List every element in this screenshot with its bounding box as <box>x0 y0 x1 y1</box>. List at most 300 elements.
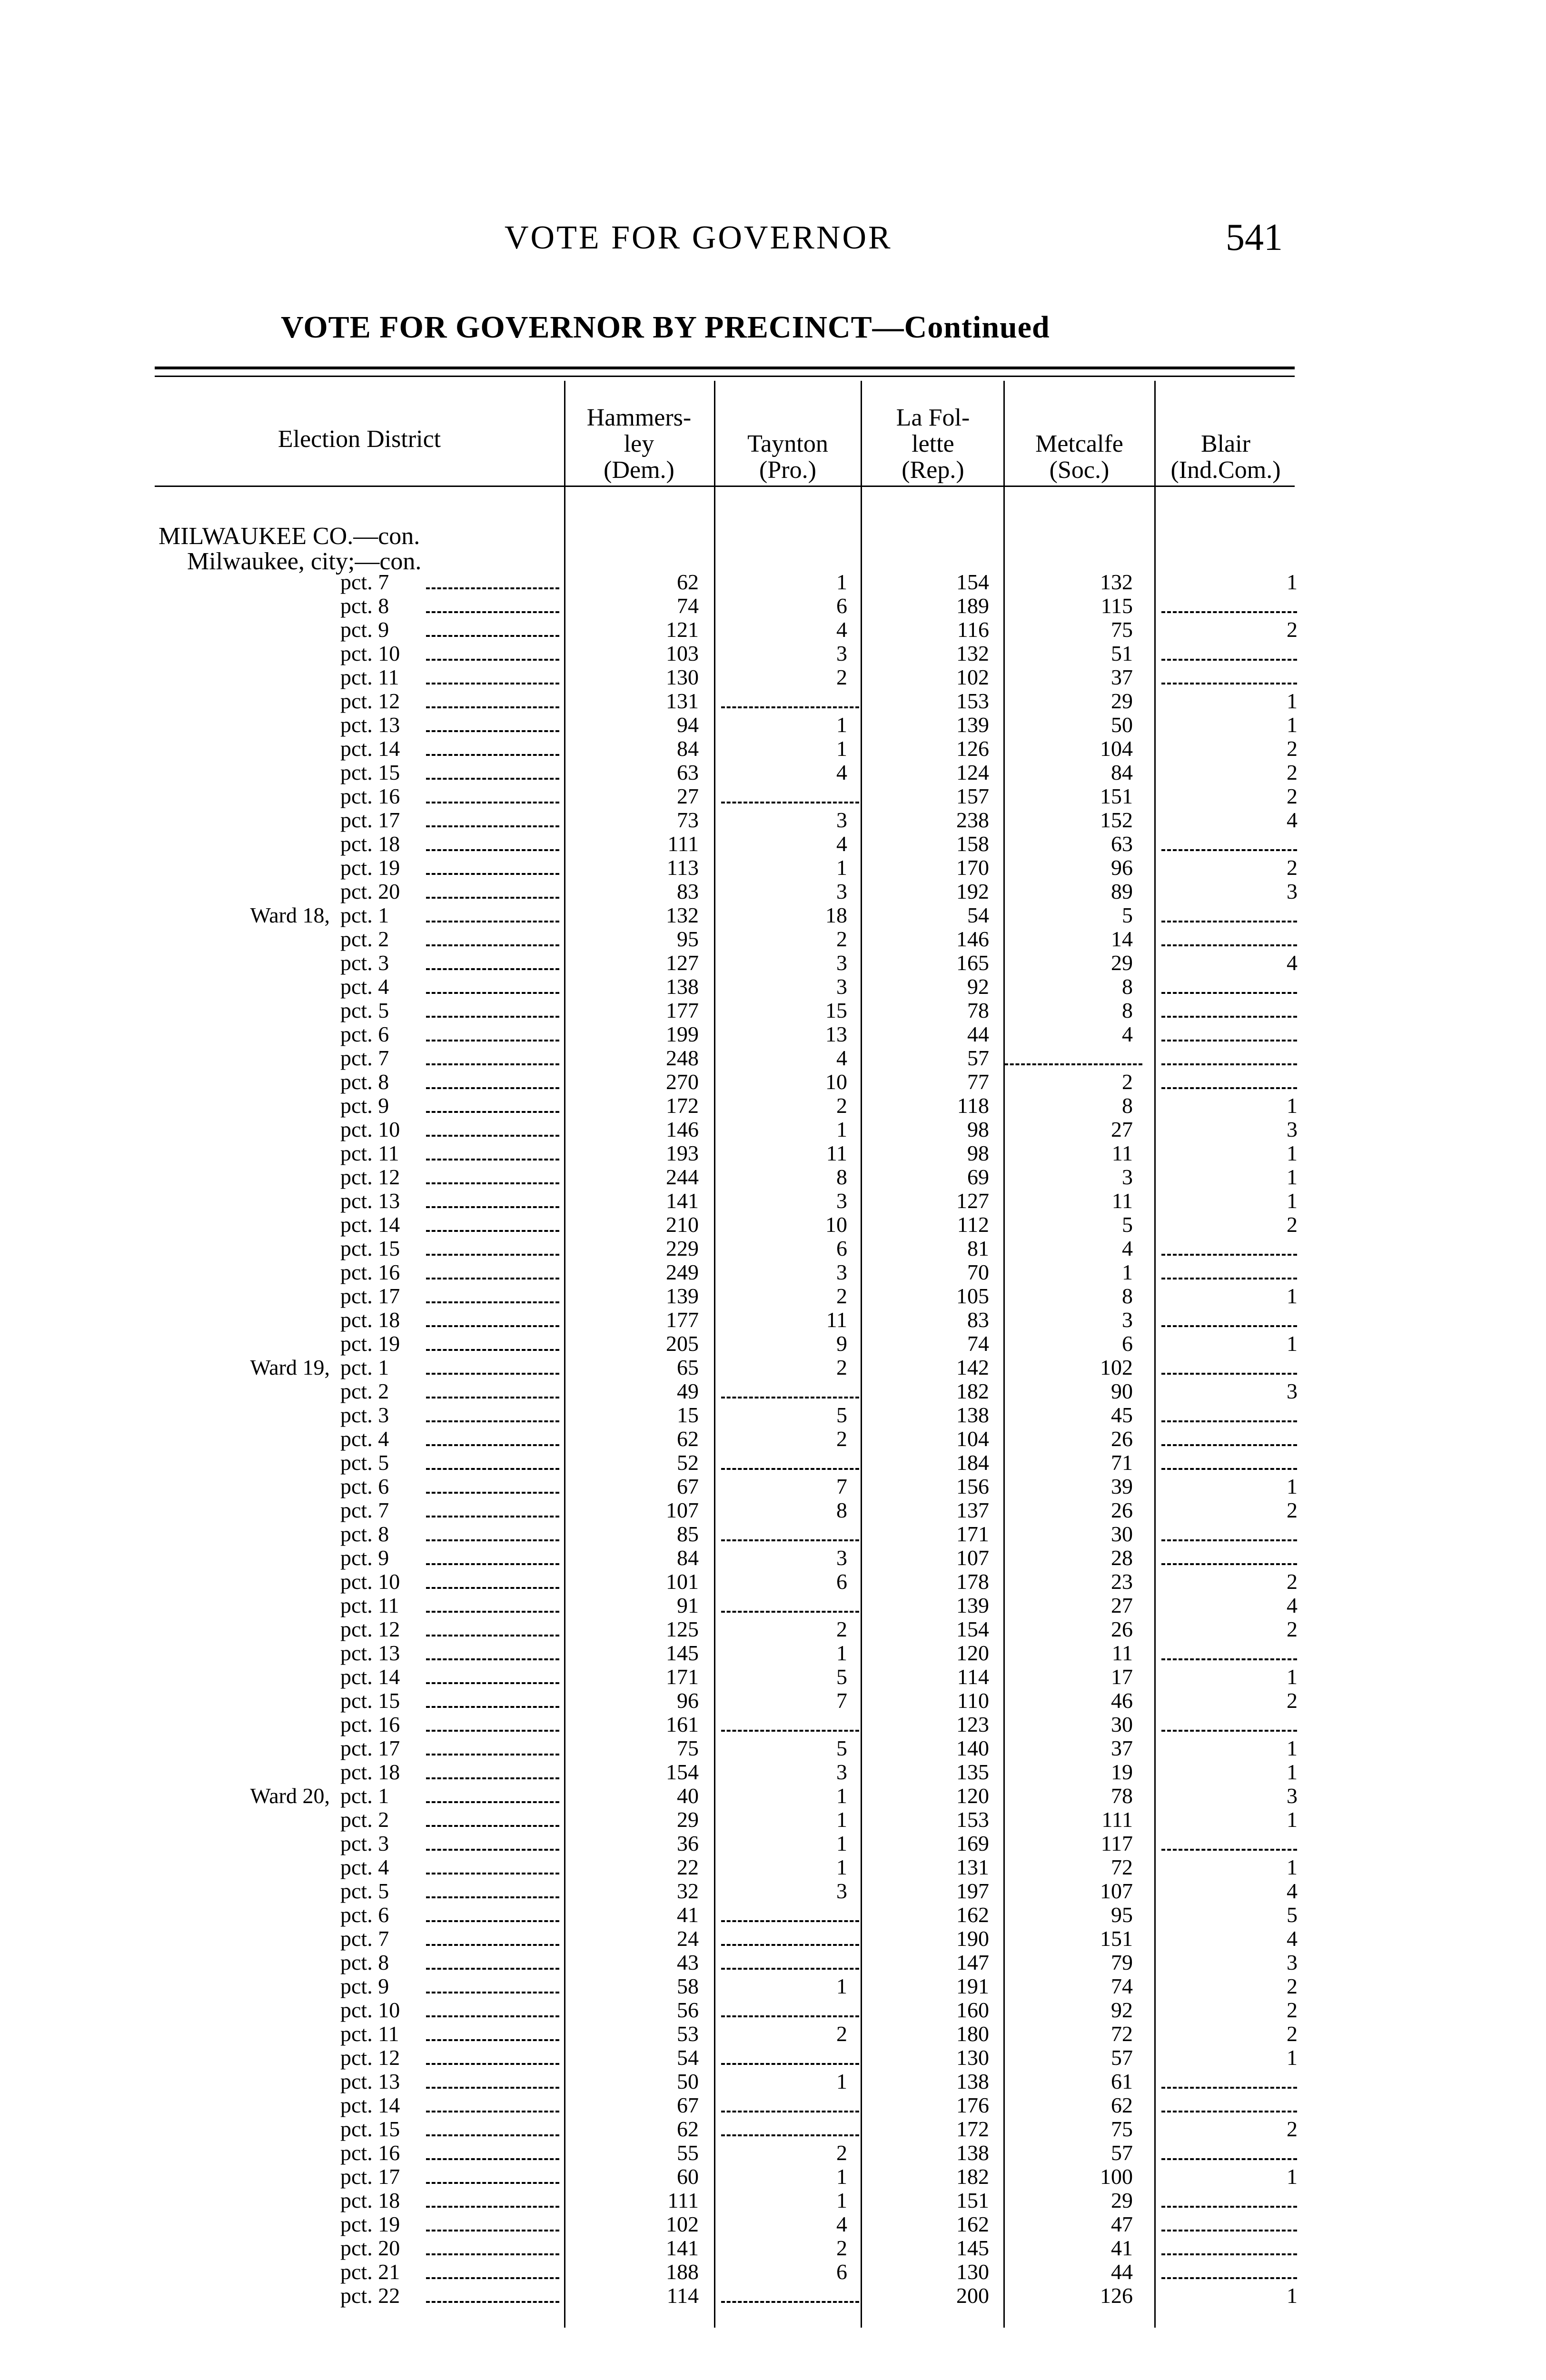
table-row <box>0 2046 1546 2070</box>
dot-leader <box>426 1920 559 1922</box>
taynton-votes: 2 <box>836 665 847 689</box>
dot-leader <box>426 1849 559 1851</box>
hammersley-votes: 130 <box>666 665 699 689</box>
lafollette-votes: 137 <box>956 1498 989 1522</box>
metcalfe-votes: 92 <box>1111 1998 1133 2022</box>
taynton-votes: 2 <box>836 1427 847 1451</box>
blank-dash <box>1161 1087 1297 1089</box>
header-hammersley-line2: ley <box>624 430 654 457</box>
blair-votes: 2 <box>1287 760 1298 784</box>
blair-votes: 1 <box>1287 1141 1298 1165</box>
precinct-label: pct. 3 <box>340 1403 389 1427</box>
precinct-label: pct. 6 <box>340 1474 389 1498</box>
metcalfe-votes: 11 <box>1111 1641 1133 1665</box>
precinct-label: pct. 18 <box>340 1760 400 1784</box>
hammersley-votes: 139 <box>666 1284 699 1308</box>
precinct-label: pct. 14 <box>340 1665 400 1689</box>
dot-leader <box>426 1135 559 1137</box>
taynton-votes: 1 <box>836 1641 847 1665</box>
blank-dash <box>1161 683 1297 684</box>
precinct-label: pct. 11 <box>340 665 399 689</box>
blank-dash <box>1161 611 1297 613</box>
blair-votes: 1 <box>1287 1284 1298 1308</box>
hammersley-votes: 85 <box>677 1522 699 1546</box>
hammersley-votes: 244 <box>666 1165 699 1189</box>
dot-leader <box>426 2015 559 2017</box>
hammersley-votes: 67 <box>677 2093 699 2117</box>
taynton-votes: 1 <box>836 570 847 594</box>
precinct-label: pct. 20 <box>340 879 400 903</box>
dot-leader <box>426 1706 559 1708</box>
hammersley-votes: 24 <box>677 1926 699 1951</box>
dot-leader <box>426 2063 559 2065</box>
blair-votes: 2 <box>1287 1998 1298 2022</box>
table-row <box>0 1237 1546 1260</box>
blank-dash <box>1161 2206 1297 2208</box>
metcalfe-votes: 27 <box>1111 1117 1133 1141</box>
dot-leader <box>426 1325 559 1327</box>
taynton-votes: 6 <box>836 1236 847 1260</box>
table-row <box>0 927 1546 951</box>
dot-leader <box>426 1182 559 1184</box>
hammersley-votes: 132 <box>666 903 699 927</box>
blair-votes: 1 <box>1287 1736 1298 1760</box>
lafollette-votes: 105 <box>956 1284 989 1308</box>
blair-votes: 1 <box>1287 2045 1298 2070</box>
dot-leader <box>426 2134 559 2136</box>
metcalfe-votes: 5 <box>1122 903 1133 927</box>
dot-leader <box>426 2230 559 2231</box>
hammersley-votes: 127 <box>666 951 699 975</box>
blank-dash <box>721 1730 859 1732</box>
lafollette-votes: 172 <box>956 2117 989 2141</box>
hammersley-votes: 199 <box>666 1022 699 1046</box>
dot-leader <box>426 1159 559 1160</box>
taynton-votes: 10 <box>825 1212 847 1237</box>
lafollette-votes: 138 <box>956 2141 989 2165</box>
hammersley-votes: 75 <box>677 1736 699 1760</box>
lafollette-votes: 184 <box>956 1450 989 1475</box>
table-row <box>0 856 1546 880</box>
precinct-label: pct. 15 <box>340 1688 400 1713</box>
hammersley-votes: 141 <box>666 2236 699 2260</box>
lafollette-votes: 78 <box>967 998 989 1022</box>
precinct-label: pct. 2 <box>340 927 389 951</box>
dot-leader <box>426 659 559 661</box>
table-row <box>0 1713 1546 1736</box>
dot-leader <box>426 1944 559 1946</box>
ward-label: Ward 19, <box>250 1355 330 1379</box>
blair-votes: 1 <box>1287 2283 1298 2308</box>
precinct-label: pct. 17 <box>340 2164 400 2189</box>
blair-votes: 2 <box>1287 617 1298 642</box>
metcalfe-votes: 11 <box>1111 1189 1133 1213</box>
taynton-votes: 1 <box>836 1974 847 1998</box>
hammersley-votes: 73 <box>677 808 699 832</box>
table-row <box>0 1498 1546 1522</box>
hammersley-votes: 270 <box>666 1070 699 1094</box>
lafollette-votes: 70 <box>967 1260 989 1284</box>
dot-leader <box>426 1063 559 1065</box>
header-hammersley-line1: Hammers- <box>586 404 692 431</box>
precinct-label: pct. 11 <box>340 2022 399 2046</box>
blair-votes: 1 <box>1287 570 1298 594</box>
blank-dash <box>1161 992 1297 994</box>
metcalfe-votes: 84 <box>1111 760 1133 784</box>
table-row <box>0 2117 1546 2141</box>
blair-votes: 1 <box>1287 2164 1298 2189</box>
hammersley-votes: 172 <box>666 1093 699 1118</box>
taynton-votes: 4 <box>836 617 847 642</box>
hammersley-votes: 154 <box>666 1760 699 1784</box>
metcalfe-votes: 100 <box>1100 2164 1133 2189</box>
lafollette-votes: 191 <box>956 1974 989 1998</box>
table-row <box>0 2022 1546 2046</box>
dot-leader <box>426 897 559 899</box>
metcalfe-votes: 95 <box>1111 1903 1133 1927</box>
dot-leader <box>426 849 559 851</box>
precinct-rows <box>0 570 1546 2308</box>
dot-leader <box>426 778 559 780</box>
dot-leader <box>426 754 559 756</box>
dot-leader <box>426 1254 559 1256</box>
lafollette-votes: 165 <box>956 951 989 975</box>
table-row <box>0 1379 1546 1403</box>
metcalfe-votes: 4 <box>1122 1022 1133 1046</box>
precinct-label: pct. 15 <box>340 2117 400 2141</box>
lafollette-votes: 126 <box>956 736 989 761</box>
lafollette-votes: 127 <box>956 1189 989 1213</box>
header-taynton-line2: (Pro.) <box>759 456 816 484</box>
blank-dash <box>1161 1539 1297 1541</box>
precinct-label: pct. 5 <box>340 998 389 1022</box>
blair-votes: 2 <box>1287 1688 1298 1713</box>
table-row <box>0 1094 1546 1118</box>
blair-votes: 2 <box>1287 736 1298 761</box>
header-lafollette-line2: lette <box>912 430 954 457</box>
metcalfe-votes: 41 <box>1111 2236 1133 2260</box>
blank-dash <box>1161 849 1297 851</box>
dot-leader <box>426 1373 559 1375</box>
precinct-label: pct. 6 <box>340 1903 389 1927</box>
blair-votes: 4 <box>1287 808 1298 832</box>
table-row <box>0 975 1546 999</box>
lafollette-votes: 200 <box>956 2283 989 2308</box>
top-rule <box>155 367 1295 369</box>
lafollette-votes: 145 <box>956 2236 989 2260</box>
blair-votes: 3 <box>1287 1784 1298 1808</box>
taynton-votes: 1 <box>836 1831 847 1855</box>
blank-dash <box>721 1968 859 1970</box>
metcalfe-votes: 29 <box>1111 689 1133 713</box>
table-row <box>0 1903 1546 1927</box>
metcalfe-votes: 29 <box>1111 951 1133 975</box>
lafollette-votes: 160 <box>956 1998 989 2022</box>
metcalfe-votes: 89 <box>1111 879 1133 903</box>
precinct-label: pct. 7 <box>340 1498 389 1522</box>
hammersley-votes: 63 <box>677 760 699 784</box>
precinct-label: pct. 5 <box>340 1450 389 1475</box>
dot-leader <box>426 1230 559 1232</box>
metcalfe-votes: 57 <box>1111 2141 1133 2165</box>
lafollette-votes: 130 <box>956 2260 989 2284</box>
lafollette-votes: 151 <box>956 2188 989 2212</box>
lafollette-votes: 112 <box>957 1212 989 1237</box>
hammersley-votes: 210 <box>666 1212 699 1237</box>
metcalfe-votes: 79 <box>1111 1950 1133 1974</box>
precinct-label: pct. 8 <box>340 1070 389 1094</box>
lafollette-votes: 169 <box>956 1831 989 1855</box>
table-row <box>0 1284 1546 1308</box>
dot-leader <box>426 2111 559 2112</box>
table-row <box>0 784 1546 808</box>
hammersley-votes: 53 <box>677 2022 699 2046</box>
blair-votes: 1 <box>1287 689 1298 713</box>
blair-votes: 3 <box>1287 1379 1298 1403</box>
blank-dash <box>721 1539 859 1541</box>
taynton-votes: 3 <box>836 1760 847 1784</box>
metcalfe-votes: 111 <box>1101 1807 1133 1832</box>
hammersley-votes: 62 <box>677 1427 699 1451</box>
metcalfe-votes: 151 <box>1100 1926 1133 1951</box>
precinct-label: pct. 13 <box>340 1189 400 1213</box>
lafollette-votes: 132 <box>956 641 989 665</box>
dot-leader <box>426 2087 559 2089</box>
hammersley-votes: 111 <box>667 832 699 856</box>
taynton-votes: 1 <box>836 2069 847 2093</box>
table-row <box>0 832 1546 856</box>
hammersley-votes: 94 <box>677 713 699 737</box>
header-hammersley-line3: (Dem.) <box>604 456 674 484</box>
precinct-label: pct. 3 <box>340 1831 389 1855</box>
metcalfe-votes: 107 <box>1100 1879 1133 1903</box>
precinct-label: pct. 18 <box>340 2188 400 2212</box>
lafollette-votes: 158 <box>956 832 989 856</box>
taynton-votes: 3 <box>836 1260 847 1284</box>
precinct-label: pct. 12 <box>340 1617 400 1641</box>
dot-leader <box>426 2301 559 2303</box>
blank-dash <box>721 2134 859 2136</box>
lafollette-votes: 153 <box>956 1807 989 1832</box>
dot-leader <box>426 2206 559 2208</box>
blank-dash <box>1161 1325 1297 1327</box>
metcalfe-votes: 30 <box>1111 1712 1133 1736</box>
blair-votes: 1 <box>1287 1807 1298 1832</box>
dot-leader <box>426 944 559 946</box>
metcalfe-votes: 26 <box>1111 1427 1133 1451</box>
blair-votes: 3 <box>1287 879 1298 903</box>
header-election-district-label: Election District <box>277 426 441 453</box>
precinct-label: pct. 8 <box>340 1950 389 1974</box>
taynton-votes: 7 <box>836 1688 847 1713</box>
table-row <box>0 1213 1546 1237</box>
blair-votes: 2 <box>1287 855 1298 880</box>
blair-votes: 1 <box>1287 1189 1298 1213</box>
lafollette-votes: 147 <box>956 1950 989 1974</box>
dot-leader <box>426 1730 559 1732</box>
lafollette-votes: 116 <box>957 617 989 642</box>
taynton-votes: 18 <box>825 903 847 927</box>
blair-votes: 1 <box>1287 1331 1298 1356</box>
taynton-votes: 11 <box>826 1308 847 1332</box>
precinct-label: pct. 16 <box>340 784 400 808</box>
hammersley-votes: 58 <box>677 1974 699 1998</box>
metcalfe-votes: 17 <box>1111 1665 1133 1689</box>
taynton-votes: 7 <box>836 1474 847 1498</box>
metcalfe-votes: 62 <box>1111 2093 1133 2117</box>
header-lafollette <box>862 395 1004 483</box>
taynton-votes: 2 <box>836 927 847 951</box>
precinct-label: pct. 9 <box>340 1546 389 1570</box>
dot-leader <box>426 1040 559 1041</box>
dot-leader <box>426 1777 559 1779</box>
metcalfe-votes: 23 <box>1111 1569 1133 1594</box>
blair-votes: 1 <box>1287 1093 1298 1118</box>
dot-leader <box>426 802 559 803</box>
table-row <box>0 2284 1546 2308</box>
blank-dash <box>721 1920 859 1922</box>
metcalfe-votes: 11 <box>1111 1141 1133 1165</box>
taynton-votes: 11 <box>826 1141 847 1165</box>
metcalfe-votes: 29 <box>1111 2188 1133 2212</box>
metcalfe-votes: 57 <box>1111 2045 1133 2070</box>
hammersley-votes: 205 <box>666 1331 699 1356</box>
precinct-label: pct. 12 <box>340 2045 400 2070</box>
blair-votes: 2 <box>1287 1498 1298 1522</box>
precinct-label: pct. 17 <box>340 1284 400 1308</box>
metcalfe-votes: 90 <box>1111 1379 1133 1403</box>
metcalfe-votes: 117 <box>1100 1831 1133 1855</box>
hammersley-votes: 56 <box>677 1998 699 2022</box>
metcalfe-votes: 1 <box>1122 1260 1133 1284</box>
lafollette-votes: 98 <box>967 1117 989 1141</box>
dot-leader <box>426 1301 559 1303</box>
metcalfe-votes: 132 <box>1100 570 1133 594</box>
lafollette-votes: 107 <box>956 1546 989 1570</box>
precinct-label: pct. 6 <box>340 1022 389 1046</box>
metcalfe-votes: 50 <box>1111 713 1133 737</box>
blank-dash <box>1161 2230 1297 2231</box>
lafollette-votes: 135 <box>956 1760 989 1784</box>
blair-votes: 4 <box>1287 1879 1298 1903</box>
table-row <box>0 689 1546 713</box>
dot-leader <box>426 1492 559 1494</box>
hammersley-votes: 62 <box>677 570 699 594</box>
lafollette-votes: 157 <box>956 784 989 808</box>
taynton-votes: 1 <box>836 736 847 761</box>
taynton-votes: 3 <box>836 1879 847 1903</box>
dot-leader <box>426 992 559 994</box>
precinct-label: pct. 16 <box>340 1712 400 1736</box>
blank-dash <box>1161 2111 1297 2112</box>
blair-votes: 4 <box>1287 951 1298 975</box>
hammersley-votes: 229 <box>666 1236 699 1260</box>
blank-dash <box>1161 921 1297 922</box>
precinct-label: pct. 14 <box>340 736 400 761</box>
table-row <box>0 1570 1546 1594</box>
metcalfe-votes: 8 <box>1122 1093 1133 1118</box>
header-metcalfe-line1: Metcalfe <box>1035 430 1123 457</box>
dot-leader <box>426 1658 559 1660</box>
table-row <box>0 761 1546 784</box>
table-row <box>0 1617 1546 1641</box>
precinct-label: pct. 9 <box>340 1974 389 1998</box>
taynton-votes: 3 <box>836 641 847 665</box>
taynton-votes: 4 <box>836 1046 847 1070</box>
metcalfe-votes: 152 <box>1100 808 1133 832</box>
hammersley-votes: 145 <box>666 1641 699 1665</box>
dot-leader <box>426 1444 559 1446</box>
blank-dash <box>721 2111 859 2112</box>
lafollette-votes: 238 <box>956 808 989 832</box>
lafollette-votes: 153 <box>956 689 989 713</box>
blank-dash <box>1161 1849 1297 1851</box>
blank-dash <box>1161 1016 1297 1018</box>
lafollette-votes: 171 <box>956 1522 989 1546</box>
precinct-label: pct. 4 <box>340 1855 389 1879</box>
metcalfe-votes: 72 <box>1111 2022 1133 2046</box>
dot-leader <box>426 1087 559 1089</box>
dot-leader <box>426 1968 559 1970</box>
header-election-district <box>155 395 564 483</box>
dot-leader <box>426 1896 559 1898</box>
dot-leader <box>426 1563 559 1565</box>
blank-dash <box>721 1468 859 1470</box>
blank-dash <box>1161 1063 1297 1065</box>
blair-votes: 1 <box>1287 1665 1298 1689</box>
lafollette-votes: 156 <box>956 1474 989 1498</box>
blank-dash <box>721 2301 859 2303</box>
table-row <box>0 1332 1546 1356</box>
blank-dash <box>721 1397 859 1398</box>
header-blair <box>1154 395 1297 483</box>
hammersley-votes: 55 <box>677 2141 699 2165</box>
lafollette-votes: 120 <box>956 1784 989 1808</box>
dot-leader <box>426 873 559 875</box>
taynton-votes: 2 <box>836 1093 847 1118</box>
hammersley-votes: 193 <box>666 1141 699 1165</box>
table-row <box>0 1522 1546 1546</box>
dot-leader <box>426 1635 559 1636</box>
precinct-label: pct. 19 <box>340 855 400 880</box>
blank-dash <box>1161 944 1297 946</box>
metcalfe-votes: 6 <box>1122 1331 1133 1356</box>
hammersley-votes: 114 <box>666 2283 699 2308</box>
metcalfe-votes: 96 <box>1111 855 1133 880</box>
page-number: 541 <box>1226 217 1283 258</box>
metcalfe-votes: 3 <box>1122 1165 1133 1189</box>
table-row <box>0 1784 1546 1808</box>
taynton-votes: 1 <box>836 2188 847 2212</box>
taynton-votes: 6 <box>836 2260 847 2284</box>
header-metcalfe <box>1004 395 1154 483</box>
lafollette-votes: 162 <box>956 1903 989 1927</box>
hammersley-votes: 54 <box>677 2045 699 2070</box>
table-row <box>0 1475 1546 1498</box>
taynton-votes: 1 <box>836 2164 847 2189</box>
hammersley-votes: 49 <box>677 1379 699 1403</box>
taynton-votes: 2 <box>836 1355 847 1379</box>
lafollette-votes: 81 <box>967 1236 989 1260</box>
table-row <box>0 1736 1546 1760</box>
hammersley-votes: 60 <box>677 2164 699 2189</box>
metcalfe-votes: 72 <box>1111 1855 1133 1879</box>
precinct-label: pct. 10 <box>340 1998 400 2022</box>
lafollette-votes: 162 <box>956 2212 989 2236</box>
metcalfe-votes: 8 <box>1122 1284 1133 1308</box>
metcalfe-votes: 71 <box>1111 1450 1133 1475</box>
table-row <box>0 1165 1546 1189</box>
